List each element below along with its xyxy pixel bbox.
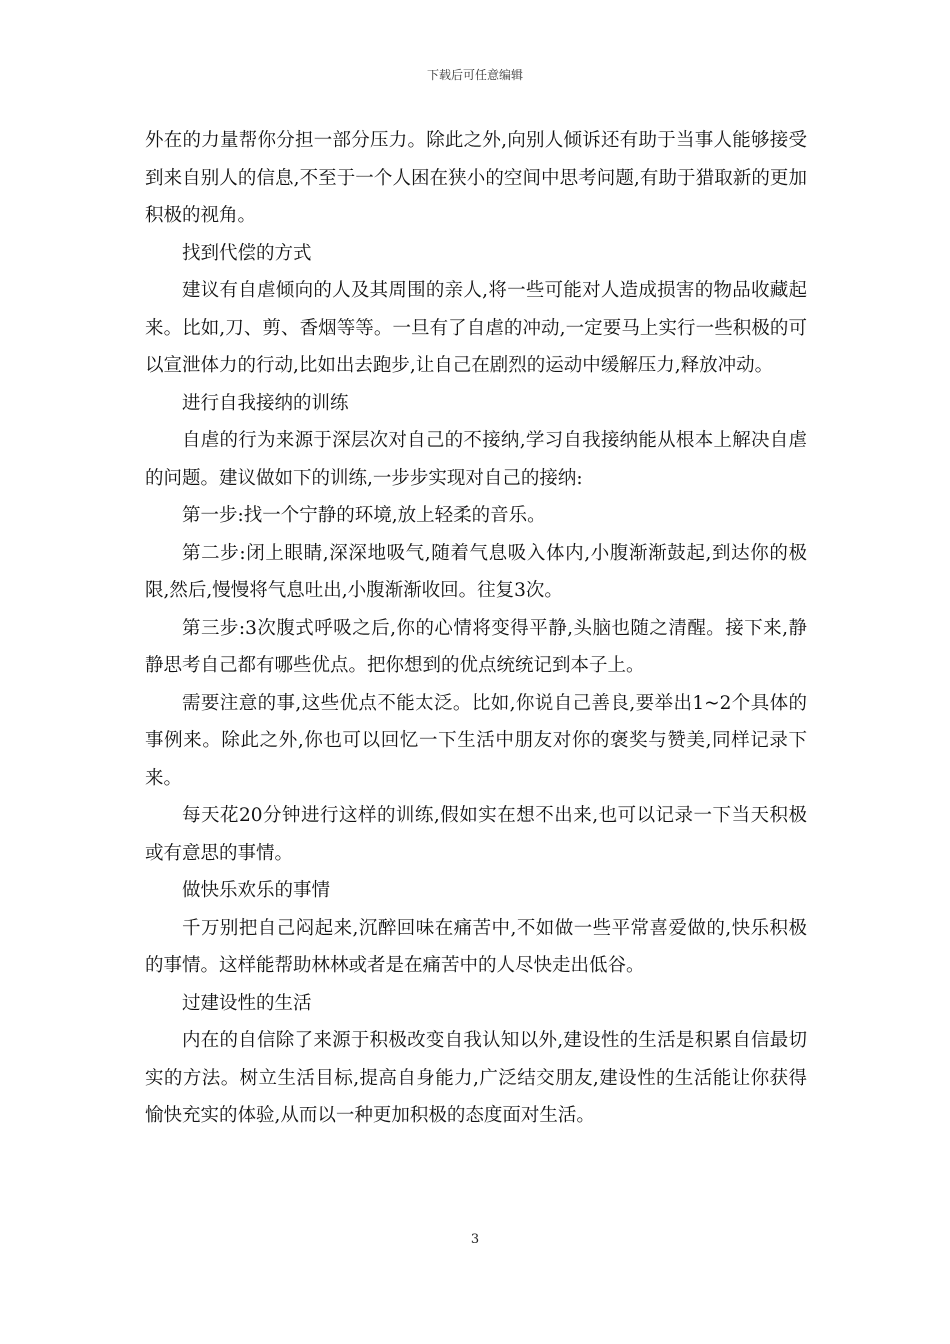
paragraph: 自虐的行为来源于深层次对自己的不接纳,学习自我接纳能从根本上解决自虐的问题。建议做如下的训练,一步步实现对自己的接纳:	[145, 430, 807, 489]
step-one: 第一步:找一个宁静的环境,放上轻柔的音乐。	[182, 505, 546, 526]
paragraph-continuation: 外在的力量帮你分担一部分压力。除此之外,向别人倾诉还有助于当事人能够接受到来自别人的信息,不至于一个人困在狭小的空间中思考问题,有助于猎取新的更加积极的视角。	[145, 130, 807, 226]
section-heading-happy-things: 做快乐欢乐的事情	[182, 880, 331, 901]
paragraph: 内在的自信除了来源于积极改变自我认知以外,建设性的生活是积累自信最切实的方法。树立生活目标,提高自身能力,广泛结交朋友,建设性的生活能让你获得愉快充实的体验,从而以一种更加积极的态度面对生活。	[145, 1030, 807, 1126]
paragraph: 需要注意的事,这些优点不能太泛。比如,你说自己善良,要举出1~2个具体的事例来。除此之外,你也可以回忆一下生活中朋友对你的褒奖与赞美,同样记录下来。	[145, 692, 807, 789]
paragraph: 建议有自虐倾向的人及其周围的亲人,将一些可能对人造成损害的物品收藏起来。比如,刀、剪、香烟等等。一旦有了自虐的冲动,一定要马上实行一些积极的可以宣泄体力的行动,比如出去跑步,让自己在剧烈的运动中缓解压力,释放冲动。	[145, 280, 807, 376]
page-number: 3	[470, 1232, 480, 1247]
section-heading-compensation: 找到代偿的方式	[182, 242, 312, 264]
page-header: 下载后可任意编辑	[426, 68, 523, 82]
step-three: 第三步:3次腹式呼吸之后,你的心情将变得平静,头脑也随之清醒。接下来,静静思考自己都有哪些优点。把你想到的优点统统记到本子上。	[145, 617, 807, 676]
paragraph: 每天花20分钟进行这样的训练,假如实在想不出来,也可以记录一下当天积极或有意思的事情。	[145, 805, 807, 864]
step-two: 第二步:闭上眼睛,深深地吸气,随着气息吸入体内,小腹渐渐鼓起,到达你的极限,然后,慢慢将气息吐出,小腹渐渐收回。往复3次。	[145, 542, 807, 601]
document-body	[145, 122, 807, 1135]
section-heading-constructive-life: 过建设性的生活	[182, 992, 312, 1014]
section-heading-self-acceptance: 进行自我接纳的训练	[182, 392, 349, 414]
paragraph: 千万别把自己闷起来,沉醉回味在痛苦中,不如做一些平常喜爱做的,快乐积极的事情。这样能帮助林林或者是在痛苦中的人尽快走出低谷。	[145, 917, 807, 976]
